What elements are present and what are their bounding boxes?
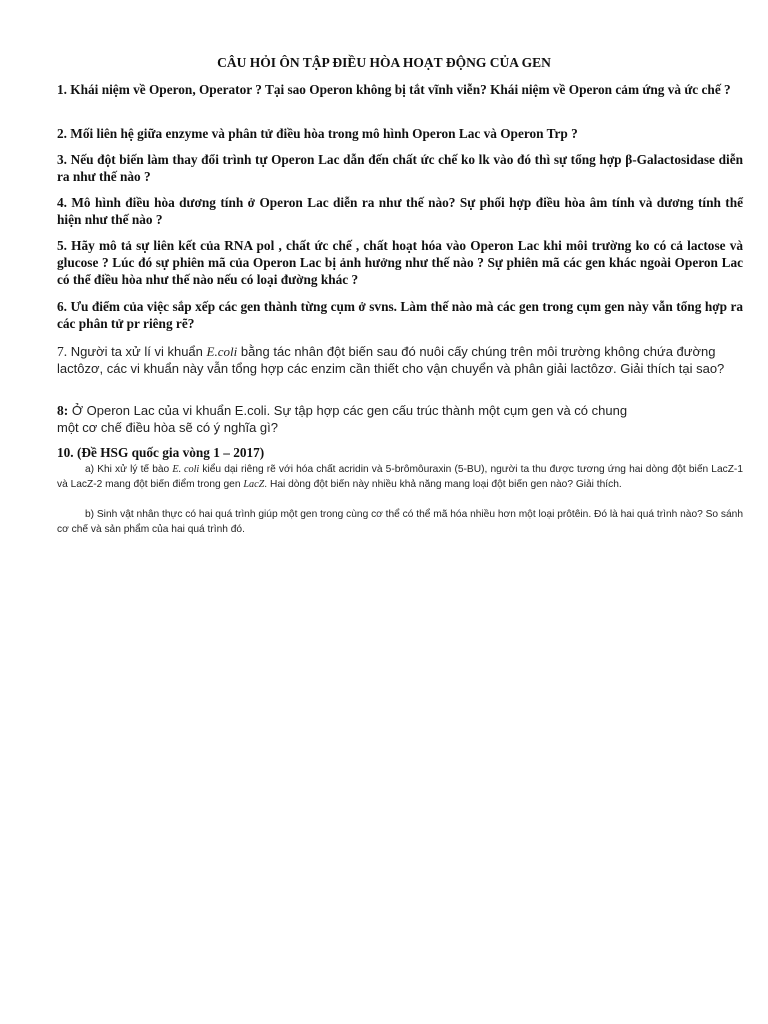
question-8-line1: Ở Operon Lac của vi khuẩn E.coli. Sự tập hợp các gen cấu trúc thành một cụm gen và có chung [71,403,628,418]
question-3: 3. Nếu đột biến làm thay đổi trình tự Operon Lac dẫn đến chất ức chế ko lk vào đó thì sự tổng hợp β-Galactosidase diễn ra như thế nào ? [57,152,743,184]
part-a-after: . Hai dòng đột biến này nhiều khả năng mang loại đột biến gen nào? Giải thích. [264,479,622,490]
question-6: 6. Ưu điểm của việc sắp xếp các gen thành từng cụm ở svns. Làm thế nào mà các gen trong cụm gen này vẫn tổng hợp ra các phân tử pr riêng rẽ? [57,299,743,331]
question-10-part-b: b) Sinh vật nhân thực có hai quá trình giúp một gen trong cùng cơ thể có thể mã hóa nhiều hơn một loại prôtêin. Đó là hai quá trình nào? So sánh cơ chế và sản phẩm của hai quá trình đó. [57,509,743,535]
question-8-line2: một cơ chế điều hòa sẽ có ý nghĩa gì? [57,420,278,435]
question-5: 5. Hãy mô tả sự liên kết của RNA pol , chất ức chế , chất hoạt hóa vào Operon Lac khi môi trường ko có cả lactose và glucose ? Lúc đó sự phiên mã của Operon Lac bị ảnh hưởng như thế nào ? Sự phiên mã các gen khác ngoài Operon Lac có thể điều hòa như thế nào nếu có loại đường khác ? [57,238,743,287]
question-7-after: bằng tác nhân đột biến sau đó nuôi cấy chúng trên môi trường không chứa đường lactôzơ, các vi khuẩn này vẫn tổng hợp các enzim cần thiết cho vận chuyển và phân giải lactôzơ. Giải thích tại sao? [57,344,725,376]
question-4: 4. Mô hình điều hòa dương tính ở Operon Lac diễn ra như thế nào? Sự phối hợp điều hòa âm tính và dương tính thể hiện như thế nào ? [57,195,743,227]
question-7-organism: E.coli [206,344,238,359]
question-7-number: 7. [57,344,68,359]
question-8 [57,402,743,436]
part-a-organism: E. coli [172,464,200,475]
part-a-before: a) Khi xử lý tế bào [85,464,170,475]
question-2: 2. Mối liên hệ giữa enzyme và phân tử điều hòa trong mô hình Operon Lac và Operon Trp ? [57,126,578,141]
question-1: 1. Khái niệm về Operon, Operator ? Tại sao Operon không bị tắt vĩnh viễn? Khái niệm về Operon cảm ứng và ức chế ? [57,82,731,97]
part-a-middle: kiểu dại riêng rẽ với hóa chất acridin và 5-brômôuraxin (5-BU), người ta thu được tương ứng hai dòng đột biến LacZ-1 và LacZ-2 mang đột biến điểm trong gen [57,464,743,490]
question-10-part-a [57,462,743,492]
document-title: CÂU HỎI ÔN TẬP ĐIỀU HÒA HOẠT ĐỘNG CỦA GEN [217,55,551,70]
question-7-before: Người ta xử lí vi khuẩn [70,344,203,359]
part-a-gene: LacZ [243,479,265,490]
question-10-heading: 10. (Đề HSG quốc gia vòng 1 – 2017) [57,445,265,460]
question-8-number: 8: [57,403,69,418]
question-7 [57,343,743,377]
